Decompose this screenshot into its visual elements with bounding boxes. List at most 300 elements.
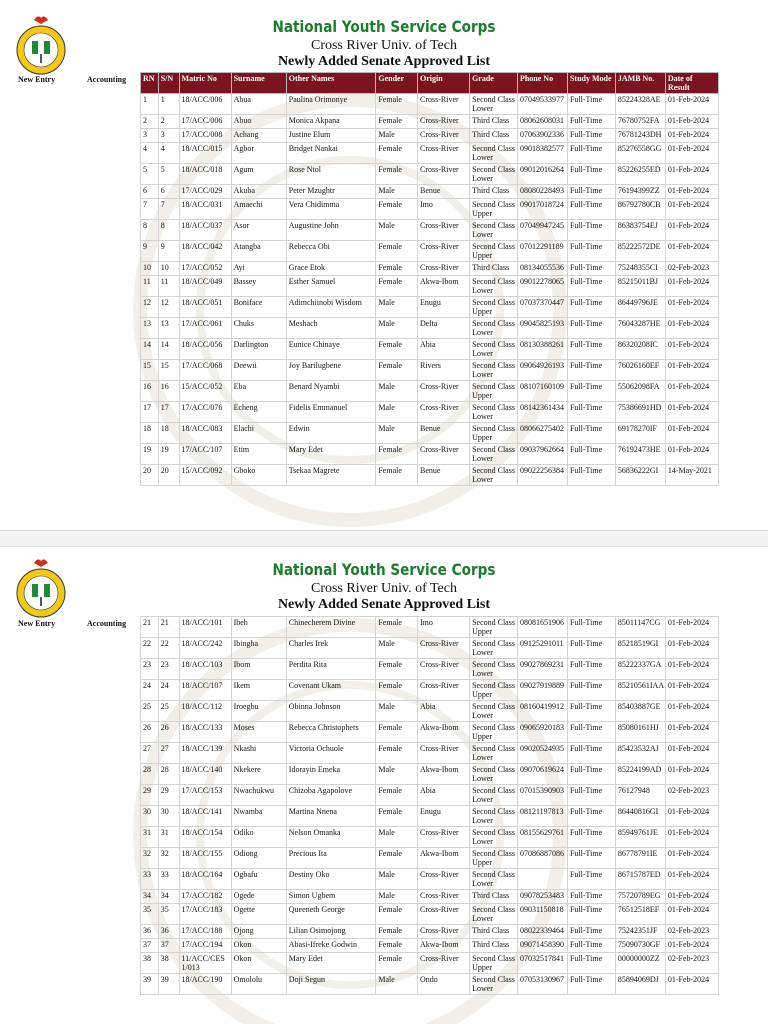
- cell-other-names: Monica Akpana: [286, 115, 376, 129]
- cell-gender: Female: [376, 848, 418, 869]
- cell-other-names: Adimchiinobi Wisdom: [286, 297, 376, 318]
- cell-gender: Female: [376, 680, 418, 701]
- cell-sn: 3: [158, 129, 179, 143]
- cell-date-of-result: 02-Feb-2023: [665, 953, 718, 974]
- cell-sn: 35: [158, 904, 179, 925]
- cell-surname: Odiong: [231, 848, 286, 869]
- cell-jamb-no: 86449796JE: [615, 297, 665, 318]
- cell-origin: Akwa-Ibom: [418, 939, 470, 953]
- table-row: [141, 722, 719, 743]
- table-row: [141, 423, 719, 444]
- cell-grade: Second Class Lower: [470, 220, 518, 241]
- cell-surname: Eba: [231, 381, 286, 402]
- approved-list-table-continued: [140, 616, 719, 995]
- cell-surname: Okon: [231, 953, 286, 974]
- cell-origin: Cross-River: [418, 143, 470, 164]
- cell-sn: 32: [158, 848, 179, 869]
- cell-jamb-no: 76026160EF: [615, 360, 665, 381]
- cell-gender: Female: [376, 115, 418, 129]
- cell-phone-no: 09064926193: [517, 360, 567, 381]
- cell-gender: Female: [376, 94, 418, 115]
- cell-gender: Female: [376, 339, 418, 360]
- cell-study-mode: Full-Time: [567, 318, 615, 339]
- cell-gender: Male: [376, 220, 418, 241]
- cell-study-mode: Full-Time: [567, 890, 615, 904]
- cell-study-mode: Full-Time: [567, 262, 615, 276]
- cell-origin: Ondo: [418, 974, 470, 995]
- cell-other-names: Lilian Osimojong: [286, 925, 376, 939]
- cell-origin: Abia: [418, 339, 470, 360]
- cell-jamb-no: 86440816GI: [615, 806, 665, 827]
- cell-jamb-no: 76043287HE: [615, 318, 665, 339]
- cell-other-names: Meshach: [286, 318, 376, 339]
- cell-grade: Second Class Lower: [470, 339, 518, 360]
- cell-other-names: Vera Chidimma: [286, 199, 376, 220]
- cell-grade: Second Class Lower: [470, 444, 518, 465]
- cell-matric-no: 18/ACC/242: [179, 638, 231, 659]
- cell-sn: 25: [158, 701, 179, 722]
- cell-matric-no: 17/ACC/076: [179, 402, 231, 423]
- cell-date-of-result: 01-Feb-2024: [665, 220, 718, 241]
- cell-gender: Female: [376, 444, 418, 465]
- cell-date-of-result: 01-Feb-2024: [665, 764, 718, 785]
- table-row: [141, 785, 719, 806]
- table-row: [141, 869, 719, 890]
- cell-phone-no: 07063902336: [517, 129, 567, 143]
- cell-matric-no: 17/ACC/182: [179, 890, 231, 904]
- cell-rn: 18: [141, 423, 159, 444]
- cell-phone-no: 08155629761: [517, 827, 567, 848]
- cell-jamb-no: 75386691HD: [615, 402, 665, 423]
- cell-jamb-no: 85080161HJ: [615, 722, 665, 743]
- cell-other-names: Idorayin Emeka: [286, 764, 376, 785]
- cell-date-of-result: 01-Feb-2024: [665, 638, 718, 659]
- cell-gender: Male: [376, 185, 418, 199]
- cell-grade: Third Class: [470, 185, 518, 199]
- cell-rn: 14: [141, 339, 159, 360]
- cell-phone-no: 08130388261: [517, 339, 567, 360]
- cell-date-of-result: 01-Feb-2024: [665, 939, 718, 953]
- cell-rn: 27: [141, 743, 159, 764]
- table-row: [141, 241, 719, 262]
- cell-jamb-no: 85423532AJ: [615, 743, 665, 764]
- cell-origin: Cross-River: [418, 869, 470, 890]
- cell-rn: 5: [141, 164, 159, 185]
- cell-sn: 11: [158, 276, 179, 297]
- cell-jamb-no: 85210561IAA: [615, 680, 665, 701]
- cell-gender: Female: [376, 939, 418, 953]
- cell-other-names: Peter Mzughtr: [286, 185, 376, 199]
- cell-grade: Second Class Upper: [470, 953, 518, 974]
- cell-surname: Amaechi: [231, 199, 286, 220]
- cell-grade: Second Class Lower: [470, 806, 518, 827]
- cell-sn: 39: [158, 974, 179, 995]
- cell-sn: 10: [158, 262, 179, 276]
- cell-matric-no: 17/ACC/188: [179, 925, 231, 939]
- cell-grade: Third Class: [470, 925, 518, 939]
- table-row: [141, 925, 719, 939]
- cell-sn: 21: [158, 617, 179, 638]
- cell-origin: Cross-River: [418, 115, 470, 129]
- cell-grade: Second Class Lower: [470, 785, 518, 806]
- cell-jamb-no: 85276558GG: [615, 143, 665, 164]
- cell-phone-no: 08142361434: [517, 402, 567, 423]
- column-header-grade: Grade: [470, 73, 518, 94]
- cell-sn: 6: [158, 185, 179, 199]
- cell-study-mode: Full-Time: [567, 722, 615, 743]
- cell-grade: Second Class Lower: [470, 904, 518, 925]
- entry-label: New Entry: [18, 75, 56, 84]
- cell-study-mode: Full-Time: [567, 423, 615, 444]
- cell-grade: Second Class Lower: [470, 276, 518, 297]
- cell-gender: Male: [376, 827, 418, 848]
- cell-origin: Cross-River: [418, 890, 470, 904]
- cell-matric-no: 17/ACC/183: [179, 904, 231, 925]
- cell-jamb-no: 85222572DE: [615, 241, 665, 262]
- entry-label: New Entry: [18, 619, 56, 628]
- cell-origin: Cross-River: [418, 444, 470, 465]
- table-header-row: [141, 73, 719, 94]
- cell-surname: Ibom: [231, 659, 286, 680]
- column-header-jamb-no: JAMB No.: [615, 73, 665, 94]
- cell-study-mode: Full-Time: [567, 617, 615, 638]
- cell-gender: Male: [376, 869, 418, 890]
- cell-sn: 36: [158, 925, 179, 939]
- cell-phone-no: 09020524935: [517, 743, 567, 764]
- cell-date-of-result: 01-Feb-2024: [665, 743, 718, 764]
- cell-jamb-no: 76780752FA: [615, 115, 665, 129]
- cell-other-names: Grace Etok: [286, 262, 376, 276]
- cell-rn: 21: [141, 617, 159, 638]
- cell-origin: Cross-River: [418, 827, 470, 848]
- cell-other-names: Fidelis Emmanuel: [286, 402, 376, 423]
- cell-surname: Okon: [231, 939, 286, 953]
- cell-origin: Cross-River: [418, 164, 470, 185]
- cell-other-names: Chinecherem Divine: [286, 617, 376, 638]
- cell-phone-no: 08062608031: [517, 115, 567, 129]
- cell-sn: 12: [158, 297, 179, 318]
- cell-other-names: Obinna Johnson: [286, 701, 376, 722]
- cell-phone-no: 08022339464: [517, 925, 567, 939]
- cell-date-of-result: 01-Feb-2024: [665, 276, 718, 297]
- cell-date-of-result: 01-Feb-2024: [665, 680, 718, 701]
- cell-surname: Odiko: [231, 827, 286, 848]
- cell-sn: 28: [158, 764, 179, 785]
- cell-surname: Ayi: [231, 262, 286, 276]
- cell-rn: 38: [141, 953, 159, 974]
- table-row: [141, 974, 719, 995]
- cell-grade: Second Class Upper: [470, 297, 518, 318]
- cell-phone-no: 08080228493: [517, 185, 567, 199]
- cell-grade: Second Class Lower: [470, 701, 518, 722]
- cell-other-names: Eunice Chinaye: [286, 339, 376, 360]
- cell-date-of-result: 01-Feb-2024: [665, 318, 718, 339]
- cell-phone-no: 07037370447: [517, 297, 567, 318]
- cell-date-of-result: 01-Feb-2024: [665, 402, 718, 423]
- cell-surname: Ikem: [231, 680, 286, 701]
- cell-matric-no: 18/ACC/155: [179, 848, 231, 869]
- cell-gender: Female: [376, 465, 418, 486]
- cell-grade: Second Class Upper: [470, 617, 518, 638]
- cell-phone-no: 08134055536: [517, 262, 567, 276]
- cell-other-names: Rose Ntol: [286, 164, 376, 185]
- cell-study-mode: Full-Time: [567, 185, 615, 199]
- cell-other-names: Tsekaa Magrete: [286, 465, 376, 486]
- cell-matric-no: 11/ACC/CES 1/013: [179, 953, 231, 974]
- cell-other-names: Paulina Orimonye: [286, 94, 376, 115]
- cell-surname: Abua: [231, 94, 286, 115]
- cell-sn: 27: [158, 743, 179, 764]
- cell-study-mode: Full-Time: [567, 743, 615, 764]
- cell-jamb-no: 85949761JE: [615, 827, 665, 848]
- cell-sn: 1: [158, 94, 179, 115]
- cell-phone-no: 09018382577: [517, 143, 567, 164]
- cell-jamb-no: 76512518EF: [615, 904, 665, 925]
- column-header-study-mode: Study Mode: [567, 73, 615, 94]
- cell-sn: 15: [158, 360, 179, 381]
- cell-date-of-result: 01-Feb-2024: [665, 423, 718, 444]
- table-row: [141, 129, 719, 143]
- cell-other-names: Joy Barilugbene: [286, 360, 376, 381]
- cell-sn: 8: [158, 220, 179, 241]
- cell-matric-no: 17/ACC/006: [179, 115, 231, 129]
- cell-other-names: Abasi-Ifreke Godwin: [286, 939, 376, 953]
- cell-origin: Imo: [418, 199, 470, 220]
- cell-study-mode: Full-Time: [567, 199, 615, 220]
- approved-list-table: [140, 72, 719, 486]
- cell-sn: 34: [158, 890, 179, 904]
- cell-date-of-result: 01-Feb-2024: [665, 617, 718, 638]
- cell-sn: 9: [158, 241, 179, 262]
- cell-matric-no: 18/ACC/006: [179, 94, 231, 115]
- cell-jamb-no: 85224199AD: [615, 764, 665, 785]
- cell-origin: Imo: [418, 617, 470, 638]
- cell-surname: Bassey: [231, 276, 286, 297]
- cell-gender: Female: [376, 143, 418, 164]
- cell-origin: Cross-River: [418, 402, 470, 423]
- cell-surname: Echeng: [231, 402, 286, 423]
- cell-date-of-result: 01-Feb-2024: [665, 339, 718, 360]
- cell-date-of-result: 01-Feb-2024: [665, 241, 718, 262]
- cell-jamb-no: 75248355CI: [615, 262, 665, 276]
- cell-date-of-result: 01-Feb-2024: [665, 827, 718, 848]
- cell-sn: 37: [158, 939, 179, 953]
- cell-grade: Second Class Upper: [470, 680, 518, 701]
- cell-phone-no: 07049947245: [517, 220, 567, 241]
- cell-study-mode: Full-Time: [567, 381, 615, 402]
- cell-phone-no: 09078253483: [517, 890, 567, 904]
- cell-jamb-no: 55062098FA: [615, 381, 665, 402]
- cell-rn: 28: [141, 764, 159, 785]
- cell-matric-no: 18/ACC/042: [179, 241, 231, 262]
- cell-rn: 34: [141, 890, 159, 904]
- cell-surname: Etim: [231, 444, 286, 465]
- cell-matric-no: 18/ACC/049: [179, 276, 231, 297]
- cell-grade: Second Class Lower: [470, 402, 518, 423]
- table-row: [141, 939, 719, 953]
- cell-sn: 24: [158, 680, 179, 701]
- cell-origin: Akwa-Ibom: [418, 764, 470, 785]
- cell-study-mode: Full-Time: [567, 806, 615, 827]
- cell-date-of-result: 01-Feb-2024: [665, 444, 718, 465]
- cell-study-mode: Full-Time: [567, 785, 615, 806]
- cell-rn: 25: [141, 701, 159, 722]
- cell-jamb-no: 86792780CB: [615, 199, 665, 220]
- cell-gender: Female: [376, 722, 418, 743]
- cell-grade: Second Class Lower: [470, 638, 518, 659]
- cell-matric-no: 18/ACC/015: [179, 143, 231, 164]
- cell-grade: Third Class: [470, 890, 518, 904]
- cell-gender: Male: [376, 638, 418, 659]
- cell-other-names: Mary Edet: [286, 953, 376, 974]
- cell-date-of-result: 02-Feb-2023: [665, 262, 718, 276]
- cell-other-names: Rebecca Christophers: [286, 722, 376, 743]
- cell-date-of-result: 01-Feb-2024: [665, 199, 718, 220]
- cell-origin: Abia: [418, 701, 470, 722]
- cell-origin: Enugu: [418, 297, 470, 318]
- cell-study-mode: Full-Time: [567, 115, 615, 129]
- cell-other-names: Bridget Nankai: [286, 143, 376, 164]
- cell-other-names: Justine Elum: [286, 129, 376, 143]
- cell-sn: 38: [158, 953, 179, 974]
- cell-gender: Male: [376, 297, 418, 318]
- cell-date-of-result: 01-Feb-2024: [665, 164, 718, 185]
- cell-jamb-no: 00000000ZZ: [615, 953, 665, 974]
- cell-grade: Third Class: [470, 262, 518, 276]
- cell-phone-no: 08081651906: [517, 617, 567, 638]
- table-row: [141, 848, 719, 869]
- cell-sn: 20: [158, 465, 179, 486]
- cell-study-mode: Full-Time: [567, 465, 615, 486]
- cell-date-of-result: 02-Feb-2023: [665, 925, 718, 939]
- cell-other-names: Precious Ita: [286, 848, 376, 869]
- cell-surname: Achang: [231, 129, 286, 143]
- cell-origin: Cross-River: [418, 953, 470, 974]
- cell-origin: Cross-River: [418, 680, 470, 701]
- cell-other-names: Chizoba Agapolove: [286, 785, 376, 806]
- cell-jamb-no: 85011147CG: [615, 617, 665, 638]
- cell-phone-no: 09017018724: [517, 199, 567, 220]
- cell-jamb-no: 69178270IF: [615, 423, 665, 444]
- cell-study-mode: Full-Time: [567, 94, 615, 115]
- cell-jamb-no: 56836222GI: [615, 465, 665, 486]
- cell-jamb-no: 85224328AE: [615, 94, 665, 115]
- column-header-surname: Surname: [231, 73, 286, 94]
- cell-phone-no: 07053130967: [517, 974, 567, 995]
- cell-origin: Cross-River: [418, 241, 470, 262]
- cell-sn: 17: [158, 402, 179, 423]
- cell-surname: Omololu: [231, 974, 286, 995]
- cell-sn: 22: [158, 638, 179, 659]
- cell-other-names: Victoria Ochuole: [286, 743, 376, 764]
- table-row: [141, 339, 719, 360]
- cell-date-of-result: 01-Feb-2024: [665, 701, 718, 722]
- cell-rn: 39: [141, 974, 159, 995]
- cell-grade: Second Class Lower: [470, 743, 518, 764]
- cell-matric-no: 17/ACC/194: [179, 939, 231, 953]
- cell-origin: Cross-River: [418, 381, 470, 402]
- table-body: [141, 617, 719, 995]
- cell-gender: Female: [376, 276, 418, 297]
- cell-gender: Female: [376, 241, 418, 262]
- cell-matric-no: 18/ACC/164: [179, 869, 231, 890]
- cell-grade: Second Class Lower: [470, 764, 518, 785]
- cell-rn: 35: [141, 904, 159, 925]
- cell-sn: 7: [158, 199, 179, 220]
- cell-study-mode: Full-Time: [567, 360, 615, 381]
- cell-origin: Cross-River: [418, 262, 470, 276]
- cell-sn: 5: [158, 164, 179, 185]
- cell-gender: Male: [376, 423, 418, 444]
- cell-jamb-no: 76127948: [615, 785, 665, 806]
- cell-sn: 23: [158, 659, 179, 680]
- cell-grade: Second Class Lower: [470, 465, 518, 486]
- cell-rn: 9: [141, 241, 159, 262]
- cell-surname: Boniface: [231, 297, 286, 318]
- cell-rn: 2: [141, 115, 159, 129]
- cell-rn: 19: [141, 444, 159, 465]
- cell-gender: Male: [376, 764, 418, 785]
- cell-surname: Agbor: [231, 143, 286, 164]
- cell-study-mode: Full-Time: [567, 953, 615, 974]
- cell-matric-no: 17/ACC/061: [179, 318, 231, 339]
- cell-surname: Agum: [231, 164, 286, 185]
- cell-jamb-no: 75242351JF: [615, 925, 665, 939]
- cell-surname: Deewii: [231, 360, 286, 381]
- table-row: [141, 276, 719, 297]
- table-row: [141, 806, 719, 827]
- cell-grade: Third Class: [470, 129, 518, 143]
- cell-gender: Female: [376, 360, 418, 381]
- table-row: [141, 185, 719, 199]
- cell-rn: 26: [141, 722, 159, 743]
- cell-rn: 24: [141, 680, 159, 701]
- cell-study-mode: Full-Time: [567, 701, 615, 722]
- cell-surname: Abuo: [231, 115, 286, 129]
- cell-other-names: Nelson Omanka: [286, 827, 376, 848]
- cell-matric-no: 18/ACC/112: [179, 701, 231, 722]
- cell-surname: Darlington: [231, 339, 286, 360]
- cell-grade: Second Class Lower: [470, 318, 518, 339]
- cell-sn: 31: [158, 827, 179, 848]
- cell-matric-no: 17/ACC/052: [179, 262, 231, 276]
- cell-rn: 15: [141, 360, 159, 381]
- table-row: [141, 701, 719, 722]
- cell-other-names: Covenant Ukam: [286, 680, 376, 701]
- cell-date-of-result: 01-Feb-2024: [665, 890, 718, 904]
- cell-phone-no: 09037962664: [517, 444, 567, 465]
- cell-jamb-no: 85222337GA: [615, 659, 665, 680]
- cell-phone-no: 09070619624: [517, 764, 567, 785]
- cell-origin: Akwa-Ibom: [418, 276, 470, 297]
- cell-matric-no: 18/ACC/154: [179, 827, 231, 848]
- cell-matric-no: 18/ACC/107: [179, 680, 231, 701]
- cell-rn: 17: [141, 402, 159, 423]
- cell-origin: Benue: [418, 185, 470, 199]
- cell-grade: Second Class Lower: [470, 164, 518, 185]
- cell-surname: Iroegbu: [231, 701, 286, 722]
- cell-grade: Second Class Lower: [470, 869, 518, 890]
- cell-rn: 12: [141, 297, 159, 318]
- cell-surname: Gboko: [231, 465, 286, 486]
- cell-jamb-no: 86383754EJ: [615, 220, 665, 241]
- cell-origin: Rivers: [418, 360, 470, 381]
- cell-matric-no: 18/ACC/133: [179, 722, 231, 743]
- table-row: [141, 465, 719, 486]
- cell-matric-no: 18/ACC/140: [179, 764, 231, 785]
- cell-origin: Cross-River: [418, 129, 470, 143]
- cell-grade: Second Class Lower: [470, 94, 518, 115]
